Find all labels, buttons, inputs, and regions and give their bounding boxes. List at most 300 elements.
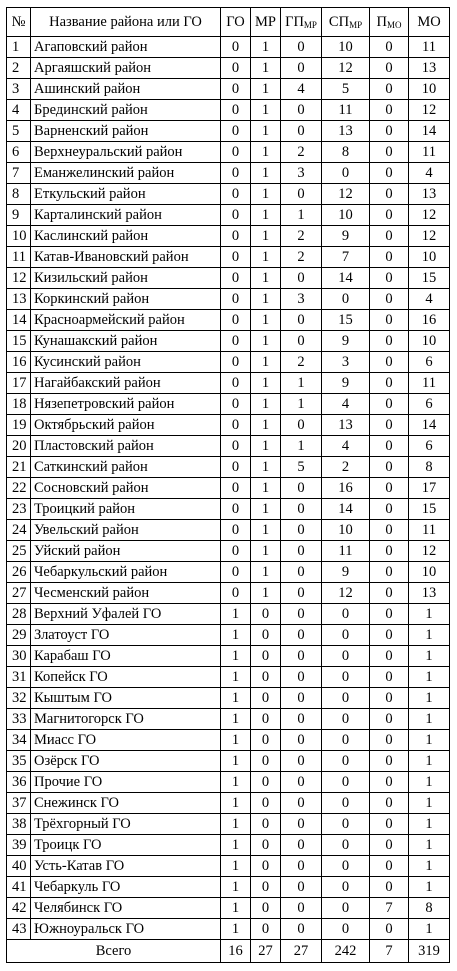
cell-num: 16 (7, 352, 31, 373)
cell-go: 0 (221, 205, 251, 226)
cell-p: 0 (370, 100, 409, 121)
cell-mr: 1 (251, 310, 281, 331)
cell-go: 1 (221, 730, 251, 751)
cell-gp: 0 (281, 604, 322, 625)
cell-mr: 0 (251, 856, 281, 877)
cell-sp: 0 (322, 625, 370, 646)
cell-num: 7 (7, 163, 31, 184)
table-row (7, 247, 450, 268)
cell-name: Миасс ГО (31, 730, 221, 751)
cell-mr: 1 (251, 394, 281, 415)
cell-mo: 12 (409, 226, 450, 247)
cell-name: Кусинский район (31, 352, 221, 373)
cell-mr: 1 (251, 58, 281, 79)
cell-sp: 0 (322, 730, 370, 751)
table-row (7, 310, 450, 331)
cell-num: 36 (7, 772, 31, 793)
cell-mr: 1 (251, 37, 281, 58)
cell-num: 4 (7, 100, 31, 121)
table-row (7, 100, 450, 121)
cell-gp: 1 (281, 373, 322, 394)
cell-sp: 13 (322, 415, 370, 436)
cell-name: Сосновский район (31, 478, 221, 499)
cell-p: 0 (370, 310, 409, 331)
cell-name: Кыштым ГО (31, 688, 221, 709)
cell-p: 0 (370, 457, 409, 478)
cell-name: Кунашакский район (31, 331, 221, 352)
cell-go: 0 (221, 247, 251, 268)
cell-mr: 1 (251, 226, 281, 247)
cell-gp: 0 (281, 268, 322, 289)
cell-mr: 1 (251, 205, 281, 226)
cell-sp: 9 (322, 331, 370, 352)
cell-num: 40 (7, 856, 31, 877)
cell-num: 13 (7, 289, 31, 310)
cell-sp: 0 (322, 688, 370, 709)
cell-num: 33 (7, 709, 31, 730)
cell-mo: 16 (409, 310, 450, 331)
cell-go: 0 (221, 289, 251, 310)
cell-p: 0 (370, 184, 409, 205)
cell-num: 1 (7, 37, 31, 58)
cell-p: 0 (370, 541, 409, 562)
cell-gp: 0 (281, 730, 322, 751)
cell-mr: 0 (251, 688, 281, 709)
table-row (7, 772, 450, 793)
cell-mr: 0 (251, 919, 281, 940)
cell-gp: 1 (281, 205, 322, 226)
cell-go: 0 (221, 583, 251, 604)
cell-p: 0 (370, 478, 409, 499)
cell-mr: 0 (251, 814, 281, 835)
cell-mr: 1 (251, 415, 281, 436)
cell-mr: 1 (251, 478, 281, 499)
cell-mr: 1 (251, 163, 281, 184)
cell-p: 0 (370, 415, 409, 436)
table-row (7, 331, 450, 352)
cell-num: 34 (7, 730, 31, 751)
cell-num: 18 (7, 394, 31, 415)
cell-mr: 0 (251, 835, 281, 856)
cell-num: 8 (7, 184, 31, 205)
cell-mr: 1 (251, 499, 281, 520)
cell-num: 15 (7, 331, 31, 352)
table-row (7, 604, 450, 625)
cell-sp: 12 (322, 184, 370, 205)
cell-gp: 0 (281, 541, 322, 562)
table-row (7, 205, 450, 226)
cell-name: Трёхгорный ГО (31, 814, 221, 835)
cell-mo: 6 (409, 352, 450, 373)
cell-gp: 0 (281, 310, 322, 331)
cell-sp: 0 (322, 646, 370, 667)
cell-sp: 9 (322, 562, 370, 583)
cell-go: 0 (221, 310, 251, 331)
cell-go: 0 (221, 331, 251, 352)
cell-num: 23 (7, 499, 31, 520)
cell-gp: 0 (281, 520, 322, 541)
cell-num: 2 (7, 58, 31, 79)
cell-sp: 9 (322, 226, 370, 247)
cell-sp: 12 (322, 58, 370, 79)
table-row (7, 478, 450, 499)
cell-name: Коркинский район (31, 289, 221, 310)
cell-num: 3 (7, 79, 31, 100)
cell-num: 35 (7, 751, 31, 772)
cell-sp: 0 (322, 163, 370, 184)
cell-mo: 1 (409, 730, 450, 751)
cell-sp: 13 (322, 121, 370, 142)
table-row (7, 37, 450, 58)
cell-go: 0 (221, 541, 251, 562)
cell-mr: 1 (251, 247, 281, 268)
cell-gp: 0 (281, 415, 322, 436)
cell-sp: 11 (322, 100, 370, 121)
table-row (7, 688, 450, 709)
col-header-go: ГО (221, 8, 251, 37)
cell-sp: 0 (322, 877, 370, 898)
cell-go: 0 (221, 562, 251, 583)
cell-sp: 7 (322, 247, 370, 268)
cell-mr: 0 (251, 751, 281, 772)
cell-gp: 0 (281, 583, 322, 604)
col-header-sp-main: СП (328, 14, 350, 30)
cell-name: Саткинский район (31, 457, 221, 478)
table-row (7, 625, 450, 646)
table-row (7, 835, 450, 856)
cell-mo: 11 (409, 520, 450, 541)
cell-mo: 11 (409, 37, 450, 58)
total-mr: 27 (251, 940, 281, 963)
cell-gp: 0 (281, 793, 322, 814)
cell-mr: 1 (251, 373, 281, 394)
cell-sp: 0 (322, 772, 370, 793)
cell-gp: 1 (281, 436, 322, 457)
cell-gp: 0 (281, 646, 322, 667)
cell-sp: 10 (322, 205, 370, 226)
cell-go: 0 (221, 415, 251, 436)
cell-mo: 17 (409, 478, 450, 499)
cell-p: 0 (370, 751, 409, 772)
col-header-p (370, 8, 409, 37)
table-body (7, 37, 450, 940)
total-go: 16 (221, 940, 251, 963)
cell-name: Октябрьский район (31, 415, 221, 436)
table-row (7, 898, 450, 919)
cell-mo: 1 (409, 646, 450, 667)
cell-mo: 1 (409, 751, 450, 772)
cell-num: 27 (7, 583, 31, 604)
cell-mr: 1 (251, 100, 281, 121)
cell-mr: 1 (251, 121, 281, 142)
cell-mr: 0 (251, 877, 281, 898)
cell-name: Магнитогорск ГО (31, 709, 221, 730)
cell-num: 37 (7, 793, 31, 814)
cell-gp: 0 (281, 856, 322, 877)
table-row (7, 58, 450, 79)
col-header-sp (322, 8, 370, 37)
cell-sp: 11 (322, 541, 370, 562)
cell-sp: 0 (322, 835, 370, 856)
cell-mr: 1 (251, 457, 281, 478)
cell-go: 1 (221, 625, 251, 646)
table-row (7, 226, 450, 247)
cell-sp: 10 (322, 37, 370, 58)
table-row (7, 751, 450, 772)
table-row (7, 268, 450, 289)
cell-mo: 14 (409, 121, 450, 142)
cell-go: 0 (221, 226, 251, 247)
cell-mr: 0 (251, 667, 281, 688)
cell-p: 0 (370, 79, 409, 100)
table-row (7, 520, 450, 541)
cell-mo: 1 (409, 772, 450, 793)
cell-gp: 0 (281, 877, 322, 898)
cell-go: 1 (221, 898, 251, 919)
cell-mr: 1 (251, 541, 281, 562)
cell-num: 24 (7, 520, 31, 541)
cell-name: Прочие ГО (31, 772, 221, 793)
cell-name: Аргаяшский район (31, 58, 221, 79)
cell-mo: 11 (409, 373, 450, 394)
col-header-gp-main: ГП (285, 14, 304, 30)
cell-go: 0 (221, 478, 251, 499)
cell-name: Карталинский район (31, 205, 221, 226)
cell-go: 1 (221, 709, 251, 730)
cell-mr: 0 (251, 646, 281, 667)
cell-go: 0 (221, 100, 251, 121)
total-p: 7 (370, 940, 409, 963)
cell-mo: 10 (409, 562, 450, 583)
table-row (7, 793, 450, 814)
cell-gp: 2 (281, 247, 322, 268)
cell-name: Троицкий район (31, 499, 221, 520)
cell-gp: 0 (281, 919, 322, 940)
cell-go: 0 (221, 121, 251, 142)
table-row (7, 373, 450, 394)
cell-go: 0 (221, 457, 251, 478)
cell-num: 43 (7, 919, 31, 940)
cell-mr: 1 (251, 184, 281, 205)
table-row (7, 79, 450, 100)
cell-p: 0 (370, 436, 409, 457)
cell-gp: 0 (281, 499, 322, 520)
cell-num: 32 (7, 688, 31, 709)
table-row (7, 562, 450, 583)
table-row (7, 142, 450, 163)
cell-p: 0 (370, 121, 409, 142)
cell-gp: 2 (281, 226, 322, 247)
total-label: Всего (7, 940, 221, 963)
cell-go: 1 (221, 793, 251, 814)
cell-num: 20 (7, 436, 31, 457)
cell-sp: 0 (322, 793, 370, 814)
cell-sp: 15 (322, 310, 370, 331)
cell-p: 0 (370, 226, 409, 247)
table-row (7, 667, 450, 688)
col-header-mr: МР (251, 8, 281, 37)
cell-p: 0 (370, 373, 409, 394)
cell-gp: 0 (281, 562, 322, 583)
total-row (7, 940, 450, 963)
cell-sp: 0 (322, 919, 370, 940)
cell-num: 31 (7, 667, 31, 688)
cell-name: Нагайбакский район (31, 373, 221, 394)
cell-p: 0 (370, 688, 409, 709)
cell-name: Брединский район (31, 100, 221, 121)
cell-mr: 1 (251, 436, 281, 457)
cell-p: 0 (370, 856, 409, 877)
cell-p: 0 (370, 205, 409, 226)
cell-go: 0 (221, 268, 251, 289)
cell-go: 0 (221, 184, 251, 205)
cell-name: Чебаркуль ГО (31, 877, 221, 898)
cell-go: 0 (221, 373, 251, 394)
cell-p: 0 (370, 268, 409, 289)
cell-p: 7 (370, 898, 409, 919)
table-row (7, 814, 450, 835)
cell-gp: 0 (281, 688, 322, 709)
cell-gp: 0 (281, 625, 322, 646)
total-sp: 242 (322, 940, 370, 963)
cell-sp: 9 (322, 373, 370, 394)
cell-num: 5 (7, 121, 31, 142)
cell-go: 1 (221, 919, 251, 940)
cell-name: Красноармейский район (31, 310, 221, 331)
col-header-sp-sub: МР (349, 20, 363, 30)
cell-num: 25 (7, 541, 31, 562)
table-row (7, 646, 450, 667)
cell-sp: 0 (322, 898, 370, 919)
table-row (7, 919, 450, 940)
cell-name: Агаповский район (31, 37, 221, 58)
cell-p: 0 (370, 772, 409, 793)
cell-sp: 12 (322, 583, 370, 604)
cell-num: 10 (7, 226, 31, 247)
cell-go: 0 (221, 499, 251, 520)
cell-gp: 0 (281, 814, 322, 835)
cell-name: Троицк ГО (31, 835, 221, 856)
cell-mo: 1 (409, 709, 450, 730)
cell-mo: 13 (409, 184, 450, 205)
table-row (7, 121, 450, 142)
cell-gp: 0 (281, 751, 322, 772)
table-row (7, 415, 450, 436)
col-header-p-main: П (376, 14, 387, 30)
cell-mo: 14 (409, 415, 450, 436)
cell-gp: 3 (281, 163, 322, 184)
cell-go: 0 (221, 436, 251, 457)
cell-mo: 1 (409, 877, 450, 898)
table-row (7, 394, 450, 415)
cell-name: Усть-Катав ГО (31, 856, 221, 877)
cell-name: Увельский район (31, 520, 221, 541)
cell-gp: 0 (281, 37, 322, 58)
cell-gp: 0 (281, 184, 322, 205)
cell-go: 1 (221, 856, 251, 877)
cell-num: 17 (7, 373, 31, 394)
cell-go: 0 (221, 79, 251, 100)
cell-num: 30 (7, 646, 31, 667)
cell-mo: 1 (409, 835, 450, 856)
cell-mo: 1 (409, 814, 450, 835)
cell-mo: 8 (409, 457, 450, 478)
cell-go: 0 (221, 163, 251, 184)
cell-mo: 6 (409, 394, 450, 415)
table-row (7, 709, 450, 730)
cell-mo: 4 (409, 163, 450, 184)
cell-go: 1 (221, 814, 251, 835)
cell-mo: 1 (409, 625, 450, 646)
cell-name: Еманжелинский район (31, 163, 221, 184)
cell-mo: 10 (409, 79, 450, 100)
cell-mo: 6 (409, 436, 450, 457)
cell-p: 0 (370, 163, 409, 184)
cell-gp: 2 (281, 352, 322, 373)
cell-name: Каслинский район (31, 226, 221, 247)
cell-sp: 4 (322, 436, 370, 457)
cell-mo: 1 (409, 604, 450, 625)
cell-gp: 5 (281, 457, 322, 478)
cell-p: 0 (370, 709, 409, 730)
cell-num: 9 (7, 205, 31, 226)
cell-name: Верхнеуральский район (31, 142, 221, 163)
cell-p: 0 (370, 646, 409, 667)
cell-gp: 3 (281, 289, 322, 310)
table-row (7, 436, 450, 457)
cell-go: 1 (221, 646, 251, 667)
cell-mo: 1 (409, 919, 450, 940)
total-mo: 319 (409, 940, 450, 963)
table-row (7, 499, 450, 520)
cell-mr: 1 (251, 352, 281, 373)
cell-mr: 1 (251, 268, 281, 289)
cell-sp: 0 (322, 667, 370, 688)
cell-gp: 1 (281, 394, 322, 415)
cell-go: 0 (221, 37, 251, 58)
cell-num: 38 (7, 814, 31, 835)
cell-sp: 0 (322, 604, 370, 625)
cell-mr: 1 (251, 79, 281, 100)
cell-name: Карабаш ГО (31, 646, 221, 667)
cell-sp: 14 (322, 499, 370, 520)
cell-go: 1 (221, 877, 251, 898)
cell-mr: 1 (251, 289, 281, 310)
cell-p: 0 (370, 499, 409, 520)
col-header-name: Название района или ГО (31, 8, 221, 37)
cell-gp: 0 (281, 478, 322, 499)
cell-gp: 0 (281, 772, 322, 793)
cell-mo: 1 (409, 856, 450, 877)
cell-p: 0 (370, 394, 409, 415)
cell-p: 0 (370, 667, 409, 688)
cell-mo: 8 (409, 898, 450, 919)
cell-mr: 0 (251, 625, 281, 646)
col-header-gp (281, 8, 322, 37)
cell-go: 1 (221, 772, 251, 793)
table-row (7, 457, 450, 478)
cell-mo: 13 (409, 58, 450, 79)
cell-num: 42 (7, 898, 31, 919)
cell-num: 26 (7, 562, 31, 583)
cell-name: Снежинск ГО (31, 793, 221, 814)
cell-num: 22 (7, 478, 31, 499)
cell-name: Копейск ГО (31, 667, 221, 688)
cell-sp: 4 (322, 394, 370, 415)
cell-go: 1 (221, 667, 251, 688)
cell-name: Златоуст ГО (31, 625, 221, 646)
cell-name: Еткульский район (31, 184, 221, 205)
